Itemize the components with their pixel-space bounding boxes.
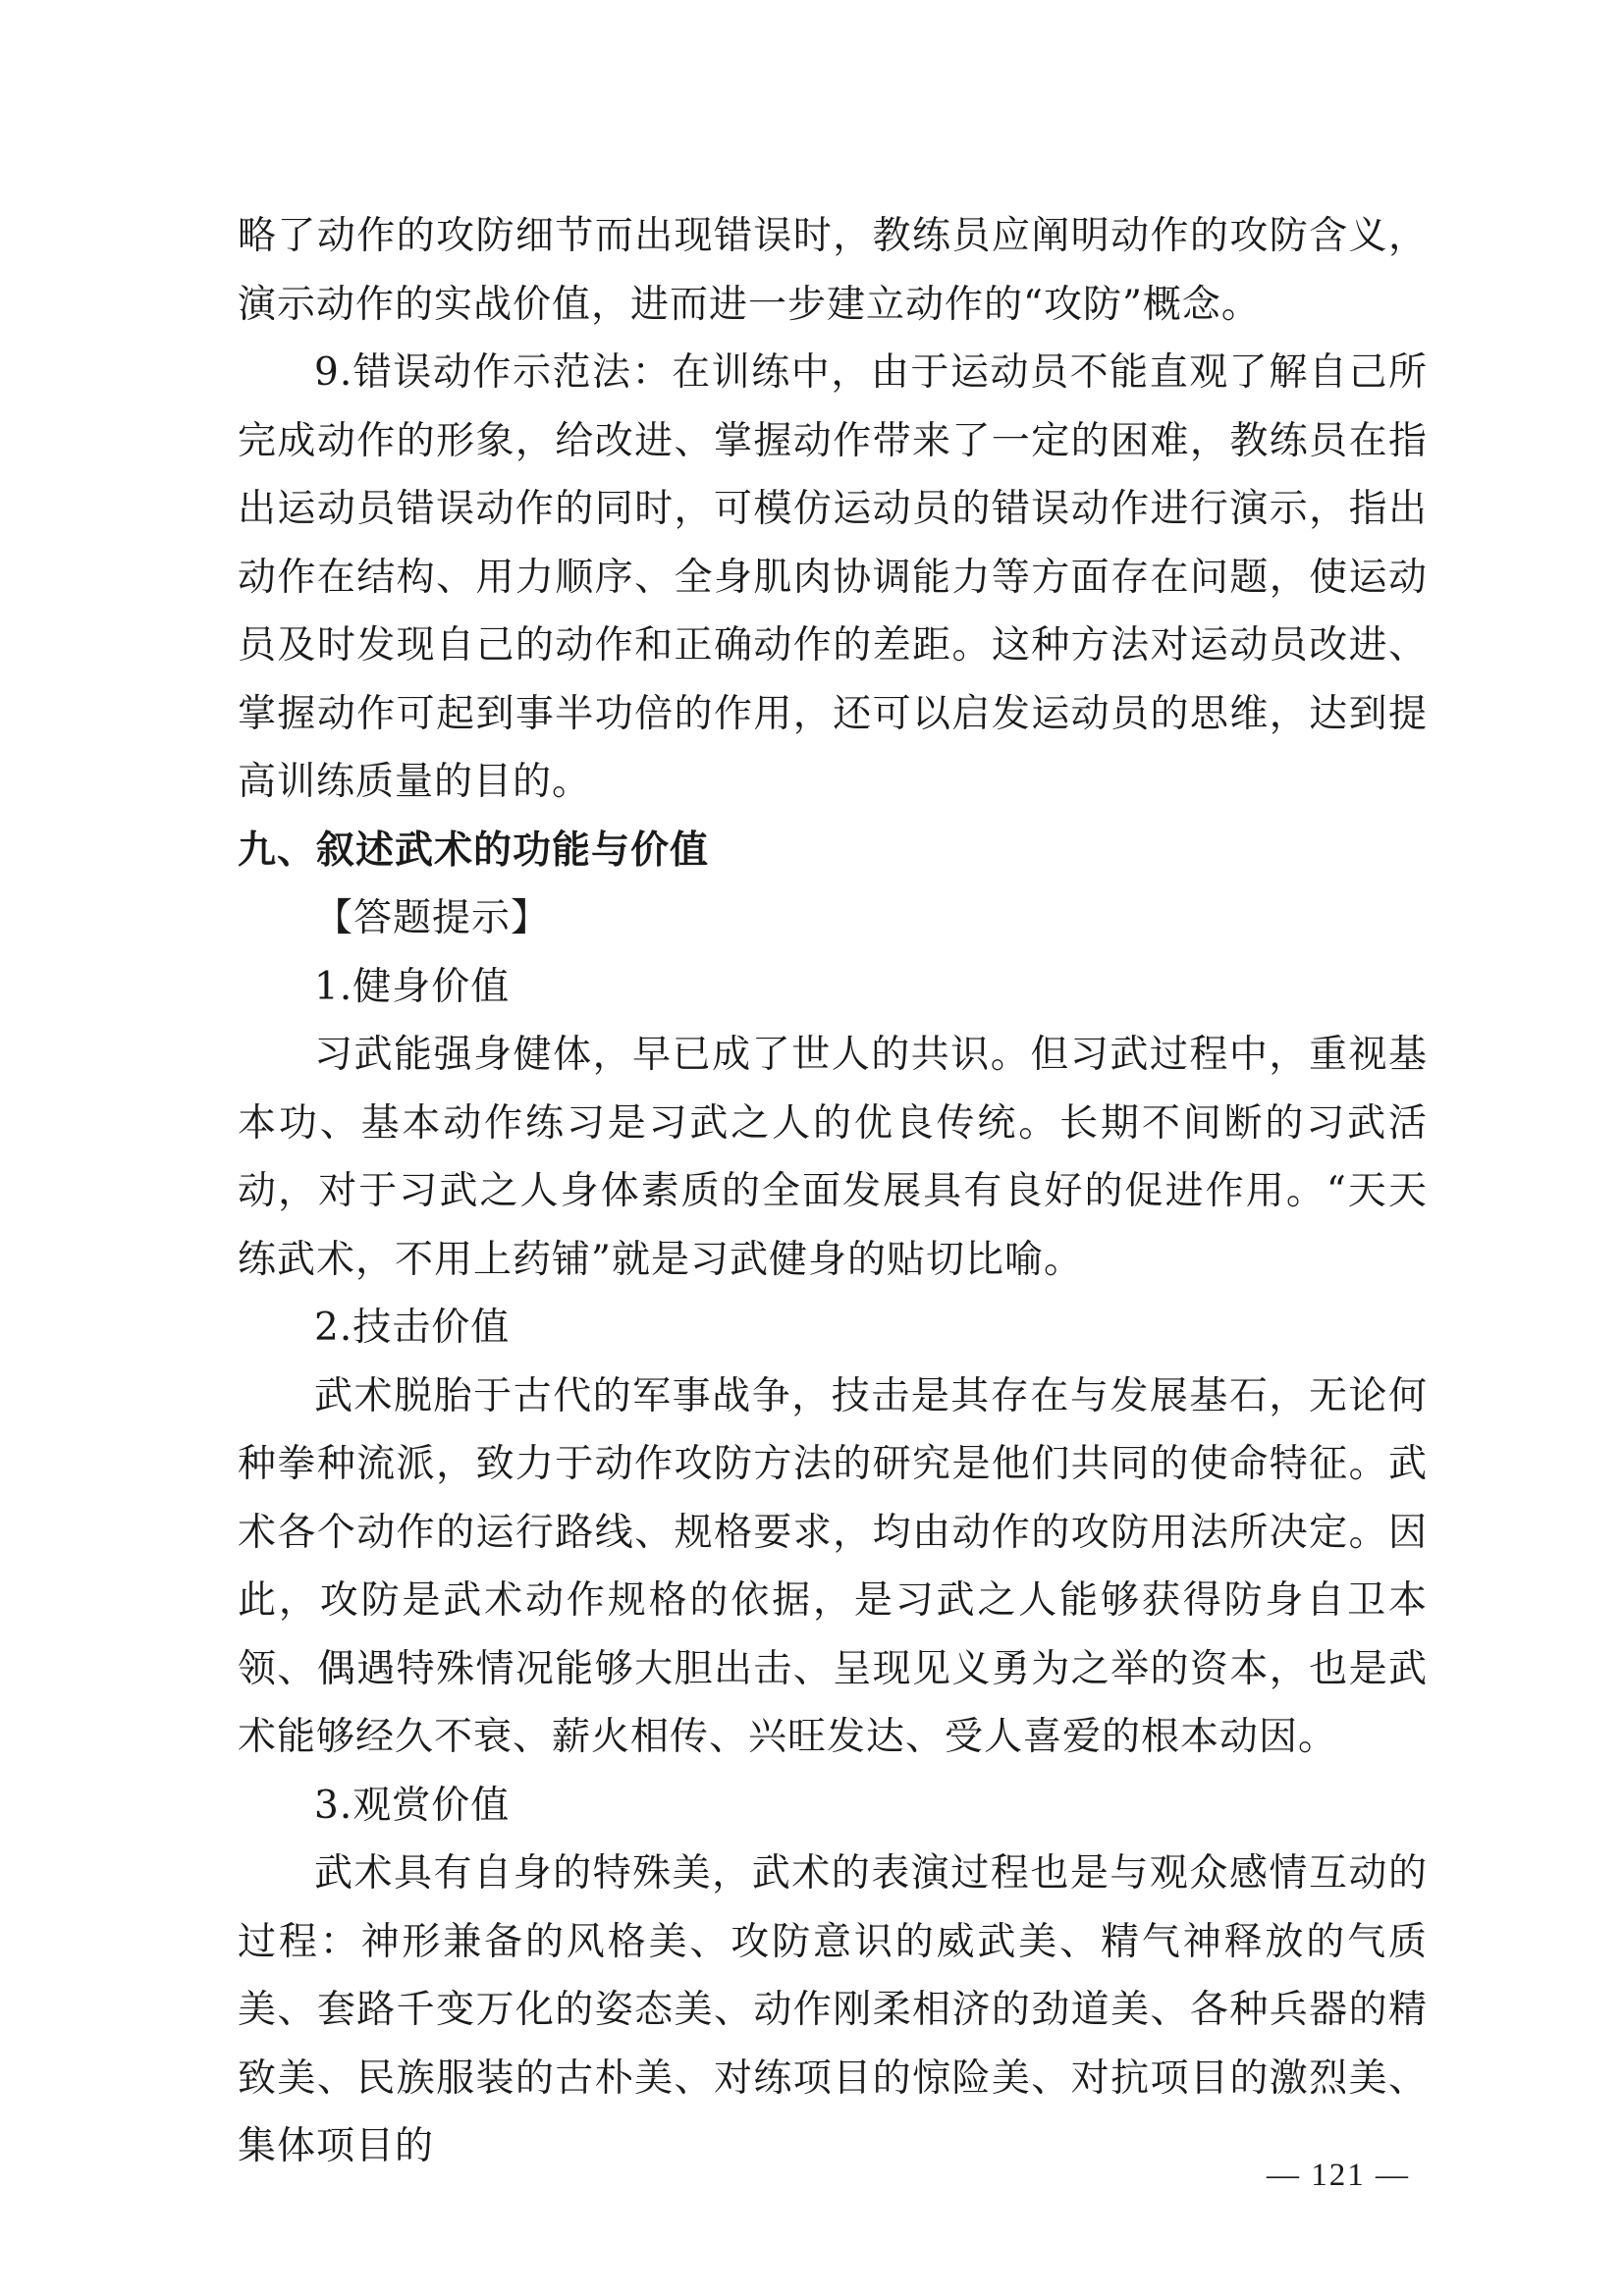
paragraph-combat-value: 武术脱胎于古代的军事战争，技击是其存在与发展基石，无论何种拳种流派，致力于动作攻防方法的研究是他们共同的使命特征。武术各个动作的运行路线、规格要求，均由动作的攻防用法所决定。因此，攻防是武术动作规格的依据，是习武之人能够获得防身自卫本领、偶遇特殊情况能够大胆出击、呈现见义勇为之举的资本，也是武术能够经久不衰、薪火相传、兴旺发达、受人喜爱的根本动因。	[238, 1373, 1428, 1759]
subheading-combat-value: 2.技击价值	[314, 1306, 511, 1350]
page-number: — 121 —	[1267, 2158, 1410, 2193]
section-heading: 九、叙述武术的功能与价值	[238, 828, 710, 873]
body-text	[238, 202, 1428, 2181]
paragraph-ornamental-value: 武术具有自身的特殊美，武术的表演过程也是与观众感情互动的过程：神形兼备的风格美、攻防意识的威武美、精气神释放的气质美、套路千变万化的姿态美、动作刚柔相济的劲道美、各种兵器的精致美、民族服装的古朴美、对练项目的惊险美、对抗项目的激烈美、集体项目的	[238, 1851, 1428, 2168]
subheading-fitness-value: 1.健身价值	[314, 964, 511, 1009]
subheading-ornamental-value: 3.观赏价值	[314, 1783, 511, 1828]
paragraph-fitness-value: 习武能强身健体，早已成了世人的共识。但习武过程中，重视基本功、基本动作练习是习武之人的优良传统。长期不间断的习武活动，对于习武之人身体素质的全面发展具有良好的促进作用。“天天练武术，不用上药铺”就是习武健身的贴切比喻。	[238, 1033, 1428, 1282]
answer-hint-label: 【答题提示】	[314, 896, 551, 940]
paragraph-continuation: 略了动作的攻防细节而出现错误时，教练员应阐明动作的攻防含义，演示动作的实战价值，进而进一步建立动作的“攻防”概念。	[238, 214, 1428, 327]
paragraph-error-demo-method: 9.错误动作示范法：在训练中，由于运动员不能直观了解自己所完成动作的形象，给改进、掌握动作带来了一定的困难，教练员在指出运动员错误动作的同时，可模仿运动员的错误动作进行演示，指出动作在结构、用力顺序、全身肌肉协调能力等方面存在问题，使运动员及时发现自己的动作和正确动作的差距。这种方法对运动员改进、掌握动作可起到事半功倍的作用，还可以启发运动员的思维，达到提高训练质量的目的。	[238, 350, 1428, 804]
